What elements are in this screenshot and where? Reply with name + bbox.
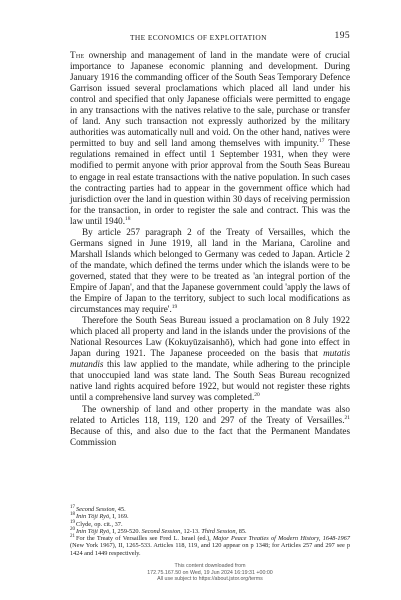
- paragraph-text: ownership and management of land in the mandate were of crucial importance to Japanese economic planning and development. During January 1916 the commanding officer of the South Seas Temporary Defence Garrison issued several proclamations which placed all land under his control and specified that only Japanese officials were permitted to engage in any transactions with the natives relative to the sale, purchase or transfer of land. Any such transaction not expressly authorized by the military authorities was automatically null and void. On the other hand, natives were permitted to buy and sell land among themselves with impunity.: [70, 50, 350, 149]
- paragraph-4: [70, 404, 350, 448]
- paragraph-text: Therefore the South Seas Bureau issued a proclamation on 8 July 1922 which placed all property and land in the islands under the provisions of the National Resources Law (Kokuyūzaisanhō), which had gone into effect in Japan during 1921. The Japanese proceeded on the basis that: [70, 315, 350, 359]
- footer-terms-link[interactable]: All use subject to https://about.jstor.org/terms: [157, 576, 263, 583]
- footnote-ref[interactable]: 17: [318, 138, 325, 145]
- footer-line-2: 172.75.167.50 on Wed, 19 Jun 2024 16:19:31 +00:00: [147, 569, 273, 576]
- footnote-20: $^{20}$Inin Tōji Ryō, I, 259-520. Second Session, 12-13. Third Session, 85.: [70, 526, 247, 535]
- footnote-21: $^{21}$For the Treaty of Versailles see Fred L. Israel (ed.), Major Peace Treaties of Modern History, 1648-1967 (New York 1967), II, 1265-533. Articles 118, 119, and 120 appear on p 1348; for Articles 257 and 297 see p 1424 and 1449 respectively.: [70, 534, 350, 557]
- paragraph-text: These regulations remained in effect until 1 September 1931, when they were modified to permit anyone with prior approval from the South Seas Bureau to engage in real estate transactions with the native population. In such cases the contracting parties had to appear in the government office which had jurisdiction over the land in question within 30 days of receiving permission for the transaction, in order to register the sale and contract. This was the law until 1940.: [70, 138, 350, 226]
- paragraph-1: [70, 50, 350, 227]
- footnote-ref[interactable]: 19: [171, 304, 178, 311]
- footnotes: [70, 506, 350, 557]
- paragraph-text: The ownership of land and other property in the mandate was also related to Articles 118, 119, 120 and 297 of the Treaty of Versailles.: [70, 403, 350, 425]
- italic-phrase: mutatis mutandis: [70, 348, 350, 370]
- running-title: THE ECONOMICS OF EXPLOITATION: [130, 33, 267, 42]
- paragraph-text: this law applied to the mandate, while adhering to the principle that unoccupied land was state land. The South Seas Bureau recognized native land rights acquired before 1922, but would not register these rights until a comprehensive land survey was completed.: [70, 359, 350, 403]
- jstor-footer: [80, 563, 340, 583]
- footnote-ref[interactable]: 21: [344, 414, 350, 421]
- footer-line-1: This content downloaded from: [174, 563, 246, 569]
- body-text: [70, 50, 350, 448]
- paragraph-text: Because of this, and also due to the fact that the Permanent Mandates Commission: [70, 425, 350, 447]
- lead-word: The: [70, 50, 85, 60]
- paragraph-text: By article 257 paragraph 2 of the Treaty of Versailles, which the Germans signed in June 1919, all land in the Mariana, Caroline and Marshall Islands which belonged to Germany was ceded to Japan. Article 2 of the mandate, which defined the terms under which the islands were to be governed, stated that they were to be treated as 'an integral portion of the Empire of Japan', and that the Japanese government could 'apply the laws of the Empire of Japan to the territory, subject to such local modifications as circumstances may require'.: [70, 226, 350, 315]
- paragraph-2: [70, 227, 350, 315]
- footnote-19: $^{19}$Clyde, op. cit., 37.: [70, 519, 123, 528]
- page-number: 195: [334, 31, 350, 41]
- footnote-18: $^{18}$Inin Tōji Ryō, I, 169.: [70, 512, 129, 521]
- footnote-ref[interactable]: 20: [254, 392, 260, 399]
- paragraph-3: [70, 315, 350, 403]
- footnote-ref[interactable]: 18: [125, 215, 131, 222]
- footnote-17: $^{17}$Second Session, 45.: [70, 504, 126, 513]
- running-header: [70, 31, 350, 45]
